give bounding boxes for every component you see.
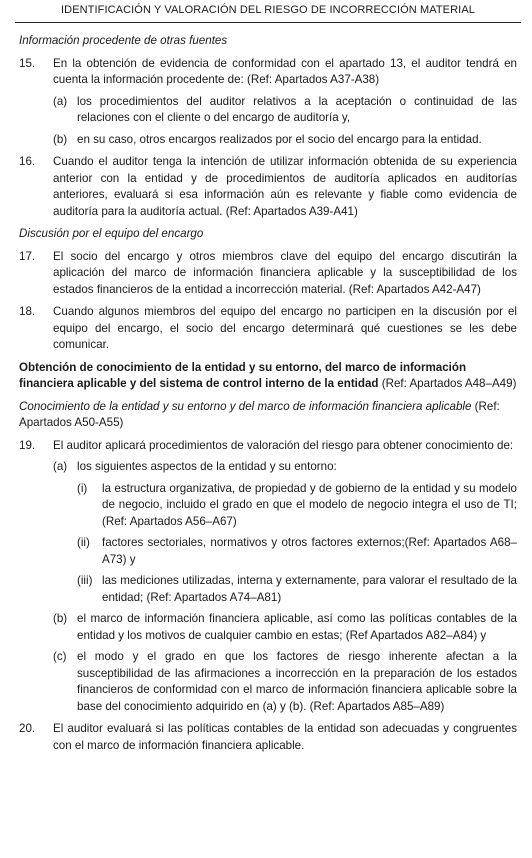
paragraph-text: Cuando algunos miembros del equipo del encargo no participen en la discusión por el equipo del encargo, el socio del encargo determinará qué cuestiones se les debe comunicar.: [53, 305, 517, 351]
subsubitem-iii: [77, 573, 517, 606]
subsubitem-text: las mediciones utilizadas, interna y externamente, para valorar el resultado de la entidad; (Ref: Apartados A74–A81): [102, 574, 517, 604]
paragraph-number: 18.: [19, 305, 36, 318]
subitem-text: los siguientes aspectos de la entidad y su entorno:: [77, 460, 337, 473]
heading-discusion: Discusión por el equipo del encargo: [19, 227, 204, 240]
subitem-label: (c): [53, 650, 67, 663]
subitem-label: (b): [53, 132, 68, 146]
paragraph-text: El socio del encargo y otros miembros clave del equipo del encargo discutirán la aplicación del marco de información financiera aplicable y la susceptibilidad de los estados financieros de la entidad a incorrección material. (Ref: Apartados A42-A47): [53, 249, 517, 296]
paragraph-text: Cuando el auditor tenga la intención de utilizar información obtenida de su experiencia anterior con la entidad y de procedimientos de auditoría aplicados en auditorías anteriores, evaluará si esa información aún es relevante y fiable como evidencia de auditoría para la auditoría actual. (Ref: Apartados A39-A41): [53, 155, 517, 218]
paragraph-text: El auditor evaluará si las políticas contables de la entidad son adecuadas y congruentes con el marco de información financiera aplicable.: [53, 722, 517, 752]
subsubitem-ii: [77, 535, 517, 568]
heading-obtencion-ref: (Ref: Apartados A48–A49): [378, 377, 517, 390]
subitem-text: el marco de información financiera aplicable, así como las políticas contables de la entidad y los motivos de cualquier cambio en estas; (Ref Apartados A82–A84) y: [77, 612, 517, 642]
heading-obtencion-bold: Obtención de conocimiento de la entidad y su entorno, del marco de información financiera aplicable y del sistema de control interno de la entidad: [19, 360, 467, 390]
subitem-label: (a): [53, 460, 68, 473]
subsubitem-text: la estructura organizativa, de propiedad y de gobierno de la entidad y su modelo de negocio, incluido el grado en que el modelo de negocio integra el uso de TI; (Ref: Apartados A56–A67): [102, 481, 517, 528]
subitem-text: en su caso, otros encargos realizados por el socio del encargo para la entidad.: [77, 132, 482, 146]
subitem-a: [53, 459, 517, 606]
subitem-a: [53, 94, 517, 127]
subitem-text: los procedimientos del auditor relativos a la aceptación o continuidad de las relaciones con el cliente o del encargo de auditoría y,: [77, 94, 517, 124]
subsubitem-text: factores sectoriales, normativos y otros factores externos;(Ref: Apartados A68–A73) y: [102, 536, 517, 566]
heading-otras-fuentes: Información procedente de otras fuentes: [19, 34, 228, 47]
subitem-label: (a): [53, 94, 68, 108]
paragraph-19: [19, 438, 517, 716]
heading-conocimiento: [19, 399, 517, 432]
subitem-b: [53, 611, 517, 644]
paragraph-20: [19, 721, 517, 754]
paragraph-text: En la obtención de evidencia de conformidad con el apartado 13, el auditor tendrá en cuenta la información procedente de: (Ref: Apartados A37-A38): [53, 56, 517, 86]
heading-conocimiento-italic: Conocimiento de la entidad y su entorno y del marco de información financiera aplicable: [19, 399, 472, 413]
header-rule: [15, 22, 521, 23]
subitem-c: [53, 649, 517, 715]
subsubitem-label: (i): [77, 481, 88, 495]
paragraph-number: 16.: [19, 155, 36, 168]
paragraph-18: [19, 304, 517, 354]
heading-conocimiento-ref: (Ref: Apartados A50-A55): [19, 399, 500, 429]
paragraph-number: 17.: [19, 249, 36, 263]
subsubitem-i: [77, 481, 517, 531]
subitem-label: (b): [53, 612, 68, 625]
paragraph-number: 15.: [19, 56, 36, 70]
page-header: IDENTIFICACIÓN Y VALORACIÓN DEL RIESGO DE INCORRECCIÓN MATERIAL: [61, 4, 475, 16]
paragraph-15: [19, 56, 517, 149]
paragraph-17: [19, 249, 517, 299]
paragraph-16: [19, 154, 517, 220]
paragraph-text: El auditor aplicará procedimientos de valoración del riesgo para obtener conocimiento de:: [53, 438, 514, 452]
subsubitem-label: (iii): [77, 574, 93, 587]
heading-obtencion: [19, 360, 517, 393]
paragraph-number: 19.: [19, 438, 36, 452]
subsubitem-label: (ii): [77, 536, 90, 549]
subitem-b: [53, 132, 517, 149]
paragraph-number: 20.: [19, 722, 36, 735]
subitem-text: el modo y el grado en que los factores de riesgo inherente afectan a la susceptibilidad de las afirmaciones a incorrección en la preparación de los estados financieros de conformidad con el marco de información financiera aplicable sobre la base del conocimiento adquirido en (a) y (b). (Ref: Apartados A85–A89): [77, 650, 517, 713]
